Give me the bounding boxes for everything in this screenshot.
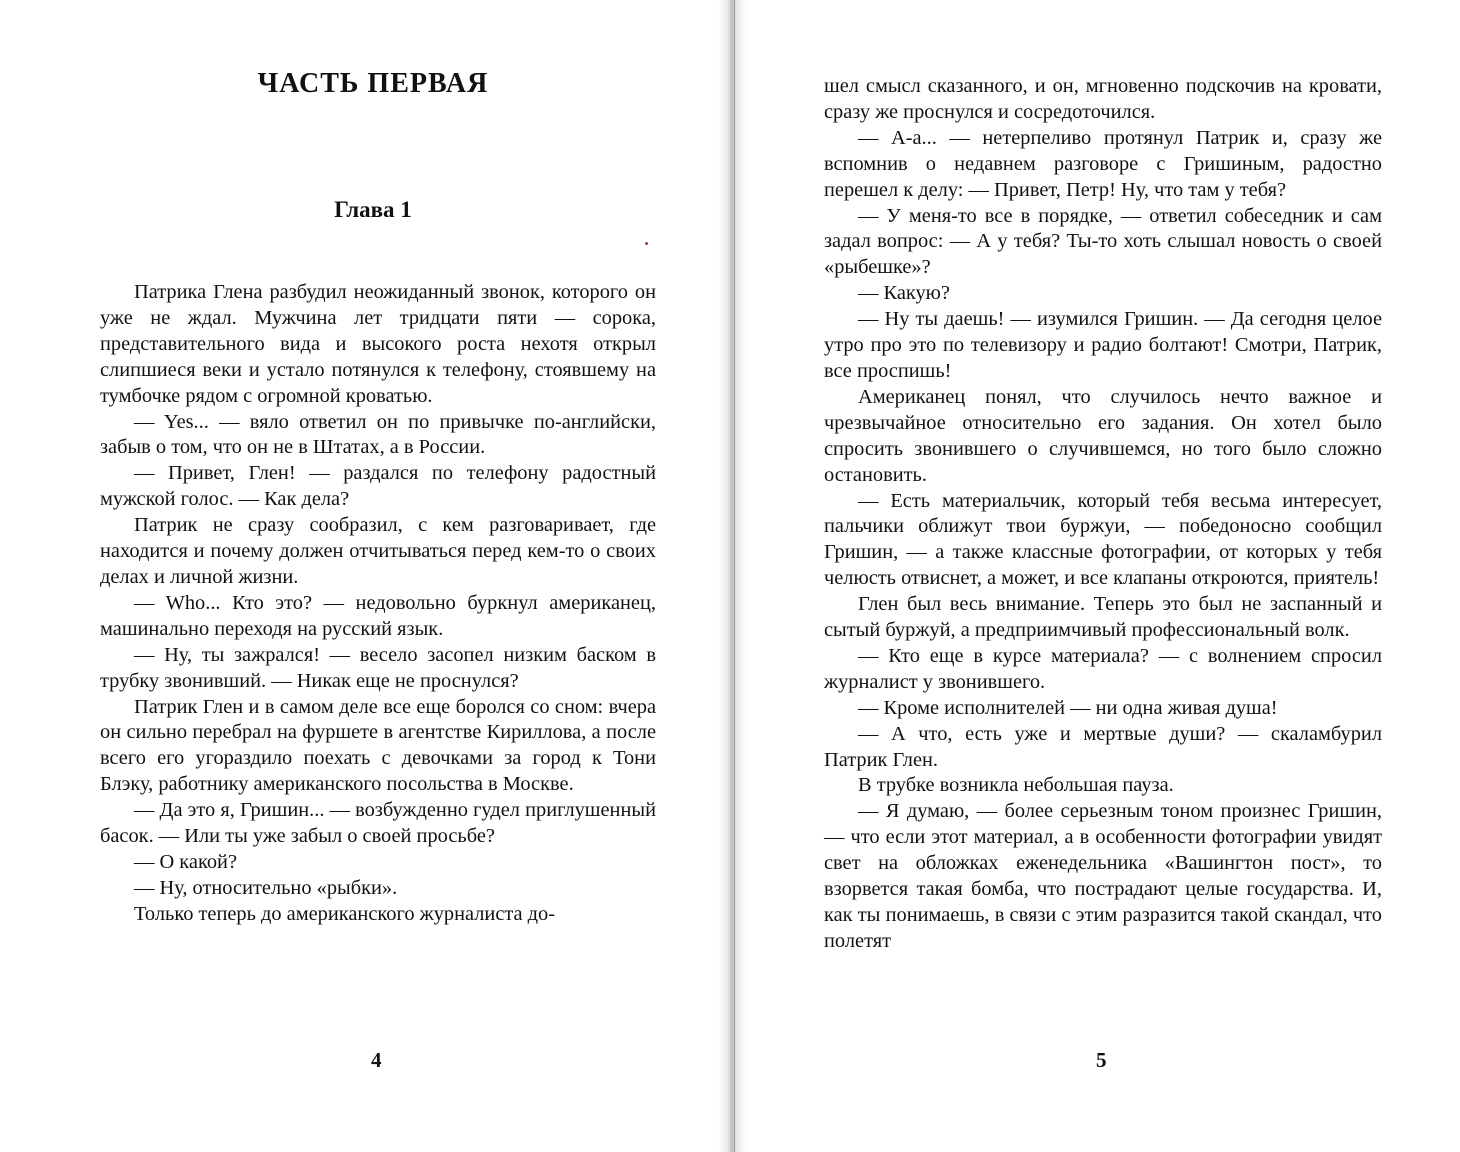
part-title: ЧАСТЬ ПЕРВАЯ <box>257 68 489 99</box>
left-page-text <box>100 280 656 928</box>
continued-paragraph: шел смысл сказанного, и он, мгновенно подскочив на кровати, сразу же проснулся и сосредоточился. <box>824 75 1382 123</box>
paragraph: — Привет, Глен! — раздался по телефону радостный мужской голос. — Как дела? <box>100 462 656 511</box>
gutter-fold-line <box>734 0 735 1152</box>
ink-speck <box>645 242 648 245</box>
paragraph: Американец понял, что случилось нечто важное и чрезвычайное относительно его задания. Он хотел было спросить звонившего о случившемся, но того было сложно остановить. <box>824 385 1382 486</box>
book-gutter <box>718 0 746 1152</box>
paragraph: — Есть материальчик, который тебя весьма интересует, пальчики оближут твои буржуи, — победоносно сообщил Гришин, — а также классные фотографии, от которых у тебя челюсть отвиснет, а может, и все клапаны откроются, приятель! <box>824 489 1382 590</box>
paragraph: — Кроме исполнителей — ни одна живая душа! <box>858 696 1278 719</box>
paragraph: — Ну, ты зажрался! — весело засопел низким баском в трубку звонивший. — Никак еще не проснулся? <box>100 643 656 692</box>
paragraph: — Какую? <box>858 282 950 305</box>
page-number-right: 5 <box>1096 1048 1107 1072</box>
paragraph: В трубке возникла небольшая пауза. <box>858 774 1174 797</box>
paragraph: — А-а... — нетерпеливо протянул Патрик и, сразу же вспомнив о недавнем разговоре с Гришиным, радостно перешел к делу: — Привет, Петр! Ну, что там у тебя? <box>824 126 1382 201</box>
paragraph: — Я думаю, — более серьезным тоном произнес Гришин, — что если этот материал, а в особенности фотографии увидят свет на обложках еженедельника «Вашингтон пост», то взорвется такая бомба, что пострадают целые государства. И, как ты понимаешь, в связи с этим разразится такой скандал, что полетят <box>824 800 1382 952</box>
paragraph: — У меня-то все в порядке, — ответил собеседник и сам задал вопрос: — А у тебя? Ты-то хоть слышал новость о своей «рыбешке»? <box>824 204 1382 279</box>
paragraph: — Yes... — вяло ответил он по привычке по-английски, забыв о том, что он не в Штатах, а в России. <box>100 410 656 459</box>
paragraph: Патрик не сразу сообразил, с кем разговаривает, где находится и почему должен отчитываться перед кем-то о своих делах и личной жизни. <box>100 514 656 588</box>
paragraph: Глен был весь внимание. Теперь это был не заспанный и сытый буржуй, а предприимчивый профессиональный волк. <box>824 593 1382 642</box>
page-number-left: 4 <box>371 1048 382 1072</box>
paragraph: Патрик Глен и в самом деле все еще боролся со сном: вчера он сильно перебрал на фуршете в агентстве Кириллова, а после всего его угораздило поехать с девочками за город к Тони Блэку, работнику американского посольства в Москве. <box>100 695 656 796</box>
right-page-text <box>824 74 1382 955</box>
paragraph: — Ну, относительно «рыбки». <box>134 876 398 899</box>
paragraph: — А что, есть уже и мертвые души? — скаламбурил Патрик Глен. <box>824 722 1382 771</box>
chapter-title: Глава 1 <box>334 197 412 222</box>
left-page <box>0 0 718 1152</box>
paragraph: — Who... Кто это? — недовольно буркнул американец, машинально переходя на русский язык. <box>100 591 656 640</box>
paragraph: — Кто еще в курсе материала? — с волнением спросил журналист у звонившего. <box>824 644 1382 693</box>
paragraph: — О какой? <box>134 850 237 873</box>
paragraph: Только теперь до американского журналиста до- <box>134 902 556 925</box>
paragraph: Патрика Глена разбудил неожиданный звонок, которого он уже не ждал. Мужчина лет тридцати пяти — сорока, представительного вида и высокого роста нехотя открыл слипшиеся веки и устало потянулся к телефону, стоявшему на тумбочке рядом с огромной кроватью. <box>100 281 656 407</box>
paragraph: — Ну ты даешь! — изумился Гришин. — Да сегодня целое утро про это по телевизору и радио болтают! Смотри, Патрик, все проспишь! <box>824 308 1382 382</box>
right-page <box>746 0 1460 1152</box>
paragraph: — Да это я, Гришин... — возбужденно гудел приглушенный басок. — Или ты уже забыл о своей просьбе? <box>100 799 656 848</box>
